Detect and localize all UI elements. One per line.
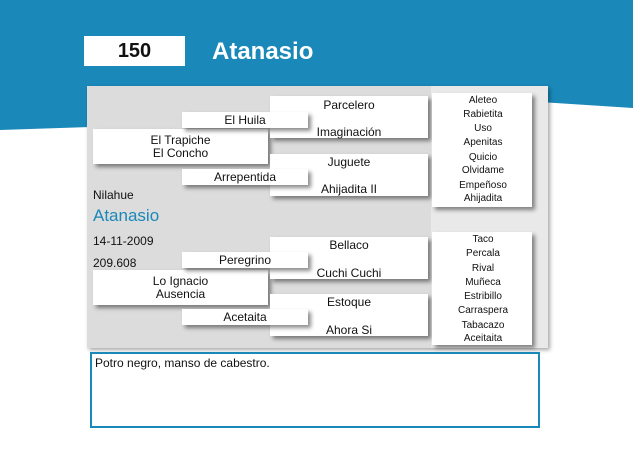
notes-text: Potro negro, manso de cabestro. [95, 356, 270, 370]
gen4-name: Empeñoso [459, 180, 507, 191]
gen3-box-1-sire: Parcelero [323, 98, 375, 112]
gen3-box-2-dam: Ahijadita II [320, 182, 378, 196]
registration-number: 209.608 [93, 256, 137, 270]
sire-dam-box: Arrepentida [182, 169, 308, 185]
gen4-name: Apenitas [463, 137, 503, 148]
lot-number: 150 [84, 36, 185, 66]
gen4-name: Percala [466, 248, 500, 259]
gen3-box-1-dam: Imaginación [316, 125, 382, 139]
sire-box [93, 129, 268, 164]
gen4-name: Ahijadita [463, 193, 503, 204]
gen4-name: Taco [472, 234, 494, 245]
birth-date: 14-11-2009 [93, 234, 154, 248]
sire-sire-box: El Huila [182, 112, 308, 128]
notes-box [90, 352, 540, 428]
dam-name: Lo Ignacio [152, 273, 209, 288]
gen4-name: Rabietita [463, 109, 503, 120]
dam-sire-box: Peregrino [182, 252, 308, 268]
gen4-name: Quicio [468, 152, 498, 163]
gen4-name: Carraspera [457, 305, 509, 316]
dam-box [93, 270, 268, 305]
gen4-name: Muñeca [465, 277, 501, 288]
gen3-box-4-dam: Ahora Si [325, 323, 373, 337]
horse-name-label: Atanasio [93, 206, 160, 225]
sire-name: El Trapiche [150, 132, 211, 147]
gen4-name: Rival [471, 263, 495, 274]
gen3-box-2-sire: Juguete [327, 155, 371, 169]
sire-name-2: El Concho [152, 145, 209, 160]
gen4-name: Olvidame [461, 165, 505, 176]
horse-title: Atanasio [212, 38, 314, 65]
gen4-name: Aleteo [468, 95, 498, 106]
gen3-box-3-dam: Cuchi Cuchi [316, 266, 382, 280]
gen4-name: Uso [474, 123, 492, 134]
gen3-box-3-sire: Bellaco [329, 238, 369, 252]
gen3-box-4-sire: Estoque [326, 295, 372, 309]
gen4-name: Tabacazo [461, 320, 505, 331]
dam-dam-box: Acetaita [182, 309, 308, 325]
dam-name-2: Ausencia [155, 286, 206, 301]
gen4-name: Estribillo [464, 291, 502, 302]
breeder-label: Nilahue [93, 188, 134, 202]
gen4-name: Aceitaita [463, 333, 503, 344]
